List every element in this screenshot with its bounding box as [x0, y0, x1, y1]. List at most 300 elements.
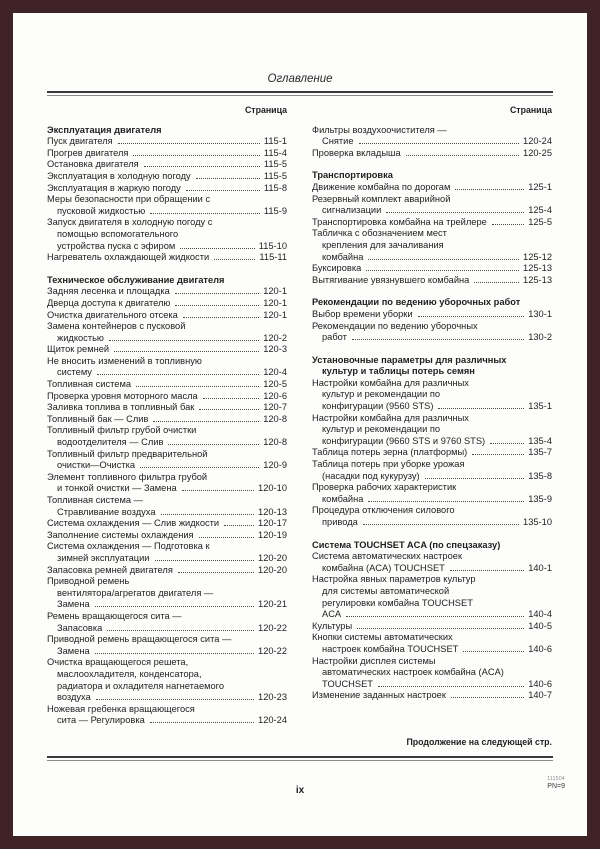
toc-entry-line: Ножевая гребенка вращающегося [47, 703, 195, 714]
dot-leader [199, 537, 254, 538]
page-number: 115-11 [259, 252, 287, 263]
entry-text: Замена [57, 645, 90, 656]
toc-entry-line: маслоохладителя, конденсатора, [57, 668, 202, 679]
toc-entry-line [47, 646, 287, 658]
toc-entry [312, 459, 552, 482]
toc-entry-line [47, 310, 287, 322]
entry-text: (насадки под кукурузу) [322, 470, 420, 481]
toc-entry-line: Фильтры воздухоочистителя — [312, 124, 447, 135]
page-number: 120-20 [258, 564, 287, 575]
entry-text: Очистка двигательного отсека [47, 309, 178, 320]
entry-text: комбайна [322, 251, 364, 262]
toc-entry [312, 656, 552, 691]
toc-entry [47, 298, 287, 310]
toc-entry-line: Система охлаждения — Подготовка к [47, 541, 210, 552]
page-number: 115-1 [263, 136, 287, 147]
entry-text: Проверка уровня моторного масла [47, 390, 198, 401]
toc-entry [47, 136, 287, 148]
dot-leader [136, 386, 259, 387]
entry-text: TOUCHSET [322, 678, 373, 689]
toc-entry-line [312, 136, 552, 148]
toc-entry-line: Ремень вращающегося сита — [47, 610, 182, 621]
page-number: 125-1 [528, 181, 552, 192]
toc-entry-line [312, 401, 552, 413]
toc-entry-line [47, 692, 287, 704]
page-title: Оглавление [267, 73, 333, 85]
entry-text: комбайна [322, 493, 364, 504]
entry-text: сигнализации [322, 205, 382, 216]
toc-entry-line [47, 402, 287, 414]
entry-text: настроек комбайна TOUCHSET [322, 643, 459, 654]
toc-entry-line [47, 553, 287, 565]
entry-text: Щиток ремней [47, 344, 110, 355]
toc-entry-line [47, 518, 287, 530]
dot-leader [150, 213, 260, 214]
dot-leader [346, 616, 524, 617]
dot-leader [155, 560, 255, 561]
entry-text: Стравливание воздуха [57, 506, 156, 517]
entry-text: устройства пуска с эфиром [57, 240, 176, 251]
entry-text: Транспортировка комбайна на трейлере [312, 216, 487, 227]
toc-entry-line [312, 148, 552, 160]
toc-entry [47, 576, 287, 611]
toc-entry [47, 530, 287, 542]
page-number: 120-1 [263, 286, 287, 297]
toc-column-right-body [312, 125, 552, 702]
toc-section [312, 540, 552, 702]
toc-entry [312, 551, 552, 574]
page-number: 115-10 [258, 240, 287, 251]
toc-entry [312, 148, 552, 160]
page-number: 135-8 [528, 470, 552, 481]
page-number: 140-6 [528, 643, 552, 654]
toc-entry-line [47, 414, 287, 426]
toc-entry [47, 194, 287, 217]
toc-entry-line: Топливный фильтр грубой очистки [47, 425, 197, 436]
page-column-label-left: Страница [244, 105, 287, 115]
toc-entry [47, 286, 287, 298]
toc-entry-line [47, 599, 287, 611]
toc-entry-line: Приводной ремень [47, 576, 130, 587]
entry-text: Эксплуатация в жаркую погоду [47, 182, 181, 193]
toc-entry-line [47, 206, 287, 218]
dot-leader [368, 259, 519, 260]
dot-leader [186, 190, 260, 191]
dot-leader [168, 444, 259, 445]
section-heading: Установочные параметры для различных [312, 354, 507, 365]
toc-section [312, 355, 552, 529]
toc-entry-line [47, 507, 287, 519]
toc-entry [312, 275, 552, 287]
entry-text: комбайна (ACA) TOUCHSET [322, 562, 445, 573]
toc-entry-line [312, 679, 552, 691]
entry-text: Заполнение системы охлаждения [47, 529, 194, 540]
toc-entry-line [47, 344, 287, 356]
dot-leader [97, 374, 259, 375]
page-number: 120-22 [258, 645, 287, 656]
toc-entry [47, 565, 287, 577]
toc-entry-line [312, 494, 552, 506]
toc-entry-line [47, 483, 287, 495]
toc-entry [312, 263, 552, 275]
toc-entry-line: Настройки комбайна для различных [312, 377, 469, 388]
toc-entry [312, 621, 552, 633]
toc-entry-line: Таблица потерь при уборке урожая [312, 459, 465, 470]
dot-leader [144, 166, 260, 167]
page-number: 120-3 [263, 344, 287, 355]
entry-text: Изменение заданных настроек [312, 690, 446, 701]
dot-leader [359, 143, 520, 144]
dot-leader [492, 224, 524, 225]
entry-text: Эксплуатация в холодную погоду [47, 170, 191, 181]
section-heading: Транспортировка [312, 170, 393, 181]
toc-entry-line: Меры безопасности при обращении с [47, 194, 211, 205]
toc-entry-line: вентилятора/агрегатов двигателя — [57, 587, 214, 598]
dot-leader [107, 630, 254, 631]
page-column-label-right: Страница [509, 105, 552, 115]
toc-entry [47, 402, 287, 414]
toc-entry-line: крепления для зачаливания [322, 239, 444, 250]
dot-leader [175, 293, 259, 294]
entry-text: Прогрев двигателя [47, 147, 129, 158]
toc-entry-line: Рекомендации по ведению уборочных [312, 320, 478, 331]
dot-leader [386, 212, 524, 213]
entry-text: пусковой жидкостью [57, 205, 146, 216]
toc-entry-line: Кнопки системы автоматических [312, 632, 453, 643]
page-footer [13, 776, 587, 796]
toc-entry-line [312, 609, 552, 621]
dot-leader [406, 155, 519, 156]
toc-entry [47, 541, 287, 564]
toc-entry [47, 252, 287, 264]
entry-text: Запасовка ремней двигателя [47, 564, 173, 575]
toc-entry-line [312, 217, 552, 229]
page-number: 135-1 [528, 401, 552, 412]
entry-text: Вытягивание увязнувшего комбайна [312, 274, 470, 285]
page-number: 115-5 [263, 159, 287, 170]
page-number: 120-22 [258, 622, 287, 633]
dot-leader [425, 478, 525, 479]
toc-entry-line [47, 286, 287, 298]
dot-leader [95, 606, 254, 607]
entry-text: конфигурации (9560 STS) [322, 401, 434, 412]
toc-entry [47, 414, 287, 426]
toc-entry-line: Очистка вращающегося решета, [47, 657, 189, 668]
page-number: 125-13 [523, 274, 552, 285]
entry-text: систему [57, 367, 92, 378]
print-info [547, 775, 565, 791]
page-number: 120-25 [523, 147, 552, 158]
dot-leader [357, 628, 524, 629]
toc-entry-line [47, 148, 287, 160]
page-number: 125-4 [528, 205, 552, 216]
toc-entry-line [312, 309, 552, 321]
dot-leader [133, 155, 259, 156]
dot-leader [352, 339, 524, 340]
toc-entry-line: Табличка с обозначением мест [312, 228, 447, 239]
dot-leader [153, 421, 259, 422]
toc-entry [47, 379, 287, 391]
section-heading: Система TOUCHSET ACA (по спецзаказу) [312, 539, 501, 550]
toc-entry-line: Проверка рабочих характеристик [312, 482, 457, 493]
toc-entry-line [47, 530, 287, 542]
page-number: 120-24 [523, 136, 552, 147]
toc-entry [47, 148, 287, 160]
dot-leader [451, 697, 524, 698]
toc-entry-line [47, 623, 287, 635]
page-roman-numeral: ix [295, 785, 305, 796]
toc-entry [312, 632, 552, 655]
page-number: 115-5 [263, 170, 287, 181]
page-number: 125-12 [523, 251, 552, 262]
toc-entry-line: для системы автоматической [322, 585, 450, 596]
toc-entry-line: автоматических настроек комбайна (ACA) [322, 667, 504, 678]
page-number: 120-21 [258, 599, 287, 610]
toc-entry-line: Топливная система — [47, 495, 143, 505]
dot-leader [183, 317, 259, 318]
toc-entry [47, 449, 287, 472]
toc-entry-line: Процедура отключения силового [312, 505, 455, 516]
toc-entry [312, 228, 552, 263]
entry-text: работ [322, 332, 347, 343]
toc-entry-line [47, 252, 287, 264]
toc-entry [312, 125, 552, 148]
dot-leader [178, 572, 254, 573]
page-number: 115-9 [263, 205, 287, 216]
entry-text: Задняя лесенка и площадка [47, 286, 170, 297]
page-number: 120-1 [263, 309, 287, 320]
toc-column-right [312, 102, 552, 754]
dot-leader [368, 501, 524, 502]
toc-entry [312, 482, 552, 505]
toc-entry-line: Приводной ремень вращающегося сита — [47, 634, 232, 645]
toc-entry-line [47, 159, 287, 171]
toc-entry-line: Настройки дисплея системы [312, 655, 436, 666]
toc-entry-line: Система автоматических настроек [312, 551, 463, 562]
toc-entry [47, 391, 287, 403]
toc-entry-line [47, 565, 287, 577]
page-number: 135-9 [528, 493, 552, 504]
toc-entry [312, 378, 552, 413]
page-number: 120-2 [263, 332, 287, 343]
dot-leader [474, 282, 519, 283]
toc-section [47, 125, 287, 264]
page-number: 140-4 [528, 609, 552, 620]
part-number: PN=9 [547, 783, 565, 790]
toc-entry-line [312, 332, 552, 344]
entry-text: Таблица потерь зерна (платформы) [312, 447, 468, 458]
toc-entry-line [312, 471, 552, 483]
dot-leader [224, 525, 254, 526]
toc-entry [312, 574, 552, 620]
page-number: 120-1 [263, 297, 287, 308]
toc-entry-line: Настройка явных параметров культур [312, 574, 476, 585]
page-number: 120-7 [263, 402, 287, 413]
toc-entry-line [47, 460, 287, 472]
toc-entry-line: Настройки комбайна для различных [312, 412, 469, 423]
toc-entry-line [47, 715, 287, 727]
toc-entry [312, 182, 552, 194]
toc-entry-line: Замена контейнеров с пусковой [47, 321, 186, 332]
entry-text: Топливный бак — Слив [47, 413, 149, 424]
toc-entry [312, 505, 552, 528]
page-number: 120-9 [263, 460, 287, 471]
toc-section [312, 297, 552, 343]
dot-leader [199, 409, 259, 410]
toc-entry-line [312, 644, 552, 656]
page-number: 120-20 [258, 552, 287, 563]
dot-leader [203, 398, 260, 399]
page-number: 140-6 [528, 678, 552, 689]
entry-text: Буксировка [312, 263, 362, 274]
toc-entry-line [312, 690, 552, 702]
toc-entry [47, 657, 287, 703]
section-heading: Рекомендации по ведению уборочных работ [312, 297, 521, 308]
section-heading: Эксплуатация двигателя [47, 124, 162, 135]
entry-text: и тонкой очистки — Замена [57, 483, 177, 494]
dot-leader [118, 143, 260, 144]
page-number: 120-5 [263, 379, 287, 390]
dot-leader [366, 270, 519, 271]
dot-leader [363, 524, 519, 525]
entry-text: Культуры [312, 620, 353, 631]
toc-entry-line [312, 252, 552, 264]
toc-entry [47, 518, 287, 530]
toc-entry-line [312, 563, 552, 575]
entry-text: Нагреватель охлаждающей жидкости [47, 252, 210, 263]
toc-entry-line: помощью вспомогательного [57, 228, 179, 239]
page-number: 135-4 [528, 435, 552, 446]
page-number: 120-10 [258, 483, 287, 494]
dot-leader [150, 722, 254, 723]
footer-divider [47, 756, 553, 761]
toc-entry-line [47, 298, 287, 310]
page-number: 125-13 [523, 263, 552, 274]
entry-text: Запасовка [57, 622, 103, 633]
toc-entry [47, 704, 287, 727]
toc-column-left [47, 102, 287, 754]
page-number: 130-2 [528, 332, 552, 343]
toc-entry-line [312, 182, 552, 194]
entry-text: Пуск двигателя [47, 136, 113, 147]
toc-entry [47, 159, 287, 171]
toc-section [312, 125, 552, 160]
page-number: 120-24 [258, 715, 287, 726]
page-number: 115-4 [263, 147, 287, 158]
dot-leader [161, 514, 255, 515]
toc-section [312, 170, 552, 286]
toc-entry-line: радиатора и охладителя нагнетаемого [57, 680, 225, 691]
toc-entry-line: Топливный фильтр предварительной [47, 448, 208, 459]
toc-entry-line: культур и рекомендации по [322, 424, 441, 435]
section-heading: Техническое обслуживание двигателя [47, 274, 225, 285]
page-number: 120-13 [258, 506, 287, 517]
entry-text: сита — Регулировка [57, 715, 145, 726]
entry-text: Дверца доступа к двигателю [47, 297, 171, 308]
toc-entry [47, 495, 287, 518]
toc-entry-line [47, 379, 287, 391]
toc-entry [47, 425, 287, 448]
dot-leader [490, 443, 524, 444]
page-number: 115-8 [263, 182, 287, 193]
section-heading: культур и таблицы потерь семян [322, 366, 475, 377]
entry-text: жидкостью [57, 332, 104, 343]
page-number: 125-5 [528, 216, 552, 227]
entry-text: Замена [57, 599, 90, 610]
entry-text: ACA [322, 609, 342, 620]
toc-entry [47, 321, 287, 344]
toc-entry [47, 171, 287, 183]
toc-entry [312, 321, 552, 344]
toc-entry-line [47, 171, 287, 183]
toc-entry-line: культур и рекомендации по [322, 389, 441, 400]
dot-leader [175, 305, 259, 306]
toc-content [47, 102, 553, 754]
toc-entry [47, 356, 287, 379]
entry-text: зимней эксплуатации [57, 552, 150, 563]
entry-text: очистки—Очистка [57, 460, 136, 471]
dot-leader [450, 570, 524, 571]
dot-leader [96, 699, 254, 700]
page-number: 130-1 [528, 308, 552, 319]
page-number: 120-17 [258, 518, 287, 529]
dot-leader [472, 454, 524, 455]
toc-entry-line: регулировки комбайна TOUCHSET [322, 597, 473, 608]
dot-leader [214, 259, 255, 260]
toc-entry [47, 611, 287, 634]
toc-entry-line: Запуск двигателя в холодную погоду с [47, 217, 213, 228]
page-number: 140-5 [528, 620, 552, 631]
dot-leader [95, 653, 254, 654]
page-number: 120-8 [263, 437, 287, 448]
toc-entry [312, 194, 552, 217]
dot-leader [378, 686, 524, 687]
toc-entry [312, 309, 552, 321]
page-number: 120-4 [263, 367, 287, 378]
toc-entry-line [47, 183, 287, 195]
continuation-note: Продолжение на следующей стр. [406, 737, 552, 748]
toc-entry-line: Не вносить изменений в топливную [47, 355, 202, 366]
dot-leader [114, 351, 259, 352]
toc-entry-line [47, 333, 287, 345]
print-code: 111504 [547, 776, 565, 782]
dot-leader [196, 178, 260, 179]
toc-entry [47, 310, 287, 322]
page-number: 140-7 [528, 690, 552, 701]
toc-entry-line [47, 437, 287, 449]
page-number: 135-10 [523, 517, 552, 527]
page-number: 120-6 [263, 390, 287, 401]
toc-entry [47, 183, 287, 195]
toc-entry [47, 344, 287, 356]
dot-leader [438, 408, 524, 409]
page-number: 140-1 [528, 562, 552, 573]
toc-entry-line [312, 447, 552, 459]
dot-leader [182, 490, 254, 491]
toc-entry-line [47, 136, 287, 148]
entry-text: Проверка вкладыша [312, 147, 401, 158]
entry-text: Топливная система [47, 379, 132, 390]
page-number: 135-7 [528, 447, 552, 458]
entry-text: Заливка топлива в топливный бак [47, 402, 195, 413]
toc-entry-line [312, 275, 552, 287]
toc-entry [47, 472, 287, 495]
page-number: 120-8 [263, 413, 287, 424]
dot-leader [418, 316, 525, 317]
entry-text: Снятие [322, 136, 354, 147]
entry-text: воздуха [57, 692, 91, 703]
toc-entry [312, 447, 552, 459]
